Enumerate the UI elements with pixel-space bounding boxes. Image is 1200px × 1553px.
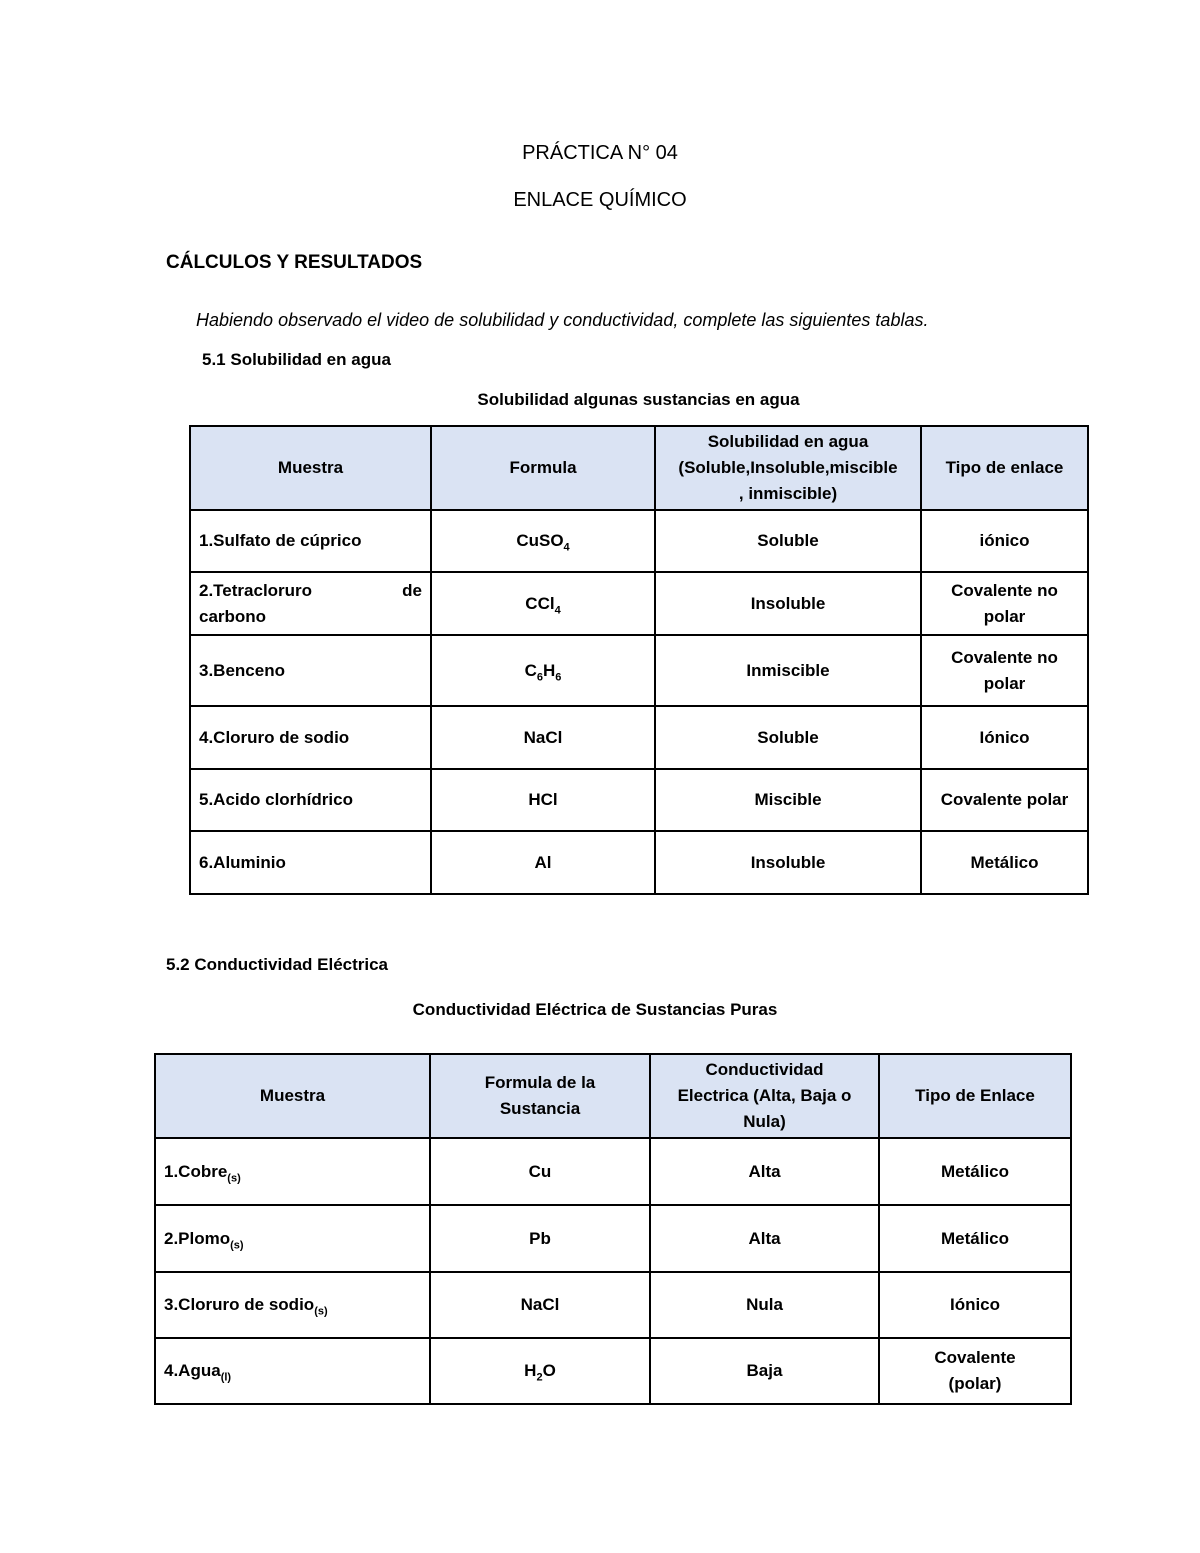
cell-muestra: 4.Agua$_{(l)}$	[155, 1338, 430, 1404]
cell-solubilidad: Soluble	[655, 510, 921, 572]
table-row	[190, 510, 1088, 572]
table-row	[155, 1138, 1071, 1205]
cell-formula: CCl$_4$	[431, 572, 655, 635]
cell-muestra: 6.Aluminio	[190, 831, 431, 894]
section-heading: CÁLCULOS Y RESULTADOS	[166, 252, 423, 273]
cell-muestra: 4.Cloruro de sodio	[190, 706, 431, 769]
cell-formula: $C_6H_6$	[431, 635, 655, 706]
table-row	[190, 769, 1088, 831]
cell-formula: CuSO$_4$	[431, 510, 655, 572]
conductivity-table	[154, 1053, 1072, 1405]
cell-muestra: 1.Sulfato de cúprico	[190, 510, 431, 572]
cell-enlace: Covalente no polar	[921, 635, 1088, 706]
table-row	[190, 706, 1088, 769]
cell-formula: Pb	[430, 1205, 650, 1272]
cell-enlace: iónico	[921, 510, 1088, 572]
cell-muestra: 5.Acido clorhídrico	[190, 769, 431, 831]
header-solubilidad: Solubilidad en agua (Soluble,Insoluble,miscible , inmiscible)	[655, 426, 921, 510]
solubility-table	[189, 425, 1089, 895]
cell-solubilidad: Soluble	[655, 706, 921, 769]
cell-enlace: Iónico	[879, 1272, 1071, 1338]
header-formula: Formula	[431, 426, 655, 510]
intro-text: Habiendo observado el video de solubilidad y conductividad, complete las siguientes tablas.	[196, 310, 929, 330]
table-row	[155, 1205, 1071, 1272]
cell-conductividad: Baja	[650, 1338, 879, 1404]
header-enlace: Tipo de Enlace	[879, 1054, 1071, 1138]
table-header-row	[190, 426, 1088, 510]
cell-formula: HCl	[431, 769, 655, 831]
table1-subheading: 5.1 Solubilidad en agua	[202, 350, 391, 369]
table-row	[190, 572, 1088, 635]
cell-conductividad: Alta	[650, 1205, 879, 1272]
table-row	[155, 1338, 1071, 1404]
cell-muestra: 2.Tetracloruro de carbono	[190, 572, 431, 635]
cell-formula: Cu	[430, 1138, 650, 1205]
cell-muestra: 3.Benceno	[190, 635, 431, 706]
cell-formula: Al	[431, 831, 655, 894]
cell-enlace: Covalente (polar)	[879, 1338, 1071, 1404]
table-row	[155, 1272, 1071, 1338]
cell-solubilidad: Inmiscible	[655, 635, 921, 706]
cell-conductividad: Nula	[650, 1272, 879, 1338]
table-header-row	[155, 1054, 1071, 1138]
table2-subheading: 5.2 Conductividad Eléctrica	[166, 955, 389, 974]
table1-caption: Solubilidad algunas sustancias en agua	[477, 390, 800, 409]
header-muestra: Muestra	[190, 426, 431, 510]
cell-formula: NaCl	[431, 706, 655, 769]
cell-formula: NaCl	[430, 1272, 650, 1338]
cell-formula: $H_2O$	[430, 1338, 650, 1404]
cell-solubilidad: Miscible	[655, 769, 921, 831]
cell-muestra: 3.Cloruro de sodio$_{(s)}$	[155, 1272, 430, 1338]
cell-enlace: Metálico	[879, 1205, 1071, 1272]
topic-title: ENLACE QUÍMICO	[513, 189, 687, 211]
table-row	[190, 831, 1088, 894]
cell-enlace: Metálico	[879, 1138, 1071, 1205]
cell-enlace: Covalente polar	[921, 769, 1088, 831]
cell-muestra: 2.Plomo$_{(s)}$	[155, 1205, 430, 1272]
table-row	[190, 635, 1088, 706]
header-muestra: Muestra	[155, 1054, 430, 1138]
cell-solubilidad: Insoluble	[655, 572, 921, 635]
cell-enlace: Iónico	[921, 706, 1088, 769]
cell-solubilidad: Insoluble	[655, 831, 921, 894]
cell-enlace: Metálico	[921, 831, 1088, 894]
cell-muestra: 1.Cobre$_{(s)}$	[155, 1138, 430, 1205]
table2-caption: Conductividad Eléctrica de Sustancias Puras	[412, 1000, 778, 1019]
cell-enlace: Covalente no polar	[921, 572, 1088, 635]
header-conductividad: Conductividad Electrica (Alta, Baja o Nula)	[650, 1054, 879, 1138]
header-enlace: Tipo de enlace	[921, 426, 1088, 510]
practice-title: PRÁCTICA N° 04	[522, 142, 678, 164]
header-formula: Formula de la Sustancia	[430, 1054, 650, 1138]
cell-conductividad: Alta	[650, 1138, 879, 1205]
